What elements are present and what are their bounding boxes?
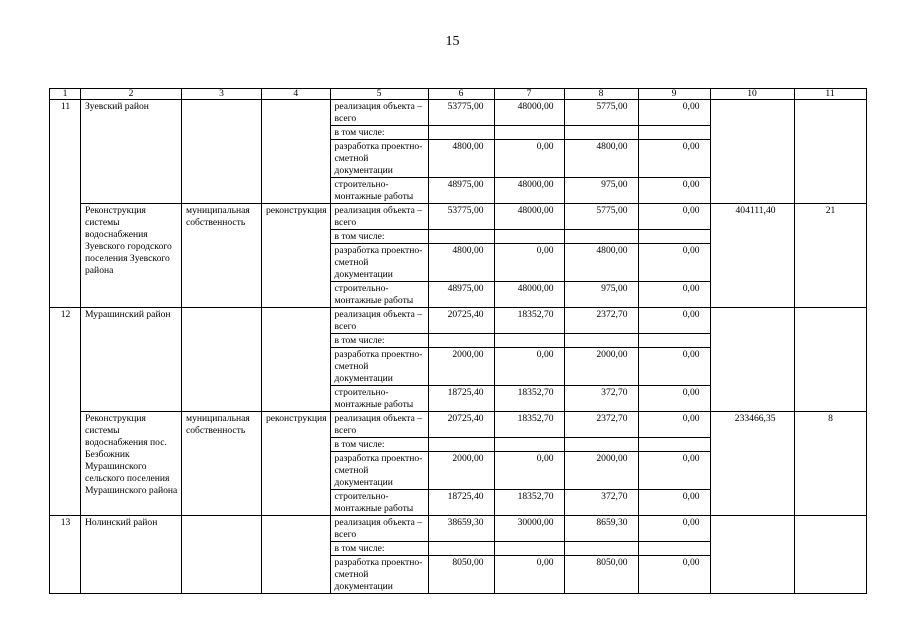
region-number: 12 bbox=[50, 308, 81, 516]
value-cell-6: 20725,40 bbox=[428, 412, 494, 438]
value-cell-8: 975,00 bbox=[564, 178, 638, 204]
cost-cell: 233466,35 bbox=[710, 412, 794, 516]
value-cell-6: 38659,30 bbox=[428, 516, 494, 542]
column-number: 3 bbox=[182, 89, 262, 100]
project-name: Реконструкция системы водоснабжения пос. Безбожник Мурашинского сельского поселения Мурашинского района bbox=[81, 412, 182, 516]
value-cell-7: 0,00 bbox=[494, 452, 564, 490]
item-cell: реализация объекта – всего bbox=[330, 308, 428, 334]
value-cell-6: 18725,40 bbox=[428, 490, 494, 516]
value-cell-9: 0,00 bbox=[638, 282, 710, 308]
value-cell-7: 48000,00 bbox=[494, 178, 564, 204]
value-cell-8 bbox=[564, 542, 638, 556]
item-cell: в том числе: bbox=[330, 334, 428, 348]
value-cell-8: 5775,00 bbox=[564, 100, 638, 126]
value-cell-7 bbox=[494, 334, 564, 348]
value-cell-9 bbox=[638, 438, 710, 452]
value-cell-9: 0,00 bbox=[638, 490, 710, 516]
item-cell: в том числе: bbox=[330, 126, 428, 140]
value-cell-8: 8050,00 bbox=[564, 556, 638, 594]
value-cell-9: 0,00 bbox=[638, 412, 710, 438]
value-cell-7: 18352,70 bbox=[494, 490, 564, 516]
value-cell-8: 4800,00 bbox=[564, 244, 638, 282]
value-cell-8: 2372,70 bbox=[564, 308, 638, 334]
value-cell-9: 0,00 bbox=[638, 452, 710, 490]
value-cell-9: 0,00 bbox=[638, 178, 710, 204]
value-cell-8: 8659,30 bbox=[564, 516, 638, 542]
column-number: 7 bbox=[494, 89, 564, 100]
value-cell-6 bbox=[428, 542, 494, 556]
work-kind-cell: реконструкция bbox=[262, 412, 331, 516]
value-cell-7: 18352,70 bbox=[494, 412, 564, 438]
value-cell-8: 5775,00 bbox=[564, 204, 638, 230]
value-cell-8 bbox=[564, 438, 638, 452]
empty-cell bbox=[182, 308, 262, 412]
item-cell: строительно-монтажные работы bbox=[330, 490, 428, 516]
cost-cell: 404111,40 bbox=[710, 204, 794, 308]
empty-cell bbox=[262, 516, 331, 594]
value-cell-7: 18352,70 bbox=[494, 386, 564, 412]
value-cell-9: 0,00 bbox=[638, 556, 710, 594]
count-cell: 8 bbox=[794, 412, 866, 516]
value-cell-6: 2000,00 bbox=[428, 452, 494, 490]
value-cell-8: 2000,00 bbox=[564, 452, 638, 490]
column-number: 2 bbox=[81, 89, 182, 100]
value-cell-6: 20725,40 bbox=[428, 308, 494, 334]
value-cell-6: 4800,00 bbox=[428, 244, 494, 282]
empty-cell bbox=[710, 308, 794, 412]
empty-cell bbox=[794, 100, 866, 204]
column-number: 1 bbox=[50, 89, 81, 100]
item-cell: разработка проектно-сметной документации bbox=[330, 556, 428, 594]
value-cell-8: 372,70 bbox=[564, 490, 638, 516]
column-number: 4 bbox=[262, 89, 331, 100]
region-name: Нолинский район bbox=[81, 516, 182, 594]
value-cell-7: 48000,00 bbox=[494, 282, 564, 308]
column-number: 8 bbox=[564, 89, 638, 100]
region-number: 11 bbox=[50, 100, 81, 308]
table-row bbox=[50, 204, 867, 230]
value-cell-6: 48975,00 bbox=[428, 282, 494, 308]
region-number: 13 bbox=[50, 516, 81, 594]
value-cell-7 bbox=[494, 438, 564, 452]
item-cell: в том числе: bbox=[330, 542, 428, 556]
value-cell-8: 372,70 bbox=[564, 386, 638, 412]
empty-cell bbox=[262, 308, 331, 412]
item-cell: в том числе: bbox=[330, 438, 428, 452]
value-cell-9: 0,00 bbox=[638, 348, 710, 386]
value-cell-9 bbox=[638, 126, 710, 140]
item-cell: разработка проектно-сметной документации bbox=[330, 452, 428, 490]
value-cell-6: 2000,00 bbox=[428, 348, 494, 386]
empty-cell bbox=[710, 516, 794, 594]
value-cell-9: 0,00 bbox=[638, 244, 710, 282]
empty-cell bbox=[182, 516, 262, 594]
value-cell-8: 4800,00 bbox=[564, 140, 638, 178]
value-cell-9 bbox=[638, 230, 710, 244]
value-cell-7: 48000,00 bbox=[494, 100, 564, 126]
value-cell-6 bbox=[428, 230, 494, 244]
value-cell-9: 0,00 bbox=[638, 386, 710, 412]
item-cell: разработка проектно-сметной документации bbox=[330, 244, 428, 282]
value-cell-8: 975,00 bbox=[564, 282, 638, 308]
value-cell-6: 53775,00 bbox=[428, 204, 494, 230]
item-cell: разработка проектно-сметной документации bbox=[330, 140, 428, 178]
item-cell: в том числе: bbox=[330, 230, 428, 244]
empty-cell bbox=[262, 100, 331, 204]
value-cell-6: 18725,40 bbox=[428, 386, 494, 412]
value-cell-6: 8050,00 bbox=[428, 556, 494, 594]
value-cell-6: 48975,00 bbox=[428, 178, 494, 204]
region-name: Зуевский район bbox=[81, 100, 182, 204]
region-name: Мурашинский район bbox=[81, 308, 182, 412]
item-cell: разработка проектно-сметной документации bbox=[330, 348, 428, 386]
table-row bbox=[50, 308, 867, 334]
item-cell: строительно-монтажные работы bbox=[330, 282, 428, 308]
budget-table bbox=[49, 88, 867, 594]
value-cell-8 bbox=[564, 126, 638, 140]
column-number: 11 bbox=[794, 89, 866, 100]
value-cell-7 bbox=[494, 230, 564, 244]
value-cell-7: 30000,00 bbox=[494, 516, 564, 542]
value-cell-7: 0,00 bbox=[494, 348, 564, 386]
page-number: 15 bbox=[445, 34, 460, 49]
value-cell-7: 48000,00 bbox=[494, 204, 564, 230]
item-cell: реализация объекта – всего bbox=[330, 204, 428, 230]
column-number: 9 bbox=[638, 89, 710, 100]
column-number: 10 bbox=[710, 89, 794, 100]
value-cell-6: 4800,00 bbox=[428, 140, 494, 178]
work-kind-cell: реконструкция bbox=[262, 204, 331, 308]
value-cell-7: 0,00 bbox=[494, 556, 564, 594]
value-cell-7 bbox=[494, 542, 564, 556]
project-name: Реконструкция системы водоснабжения Зуевского городского поселения Зуевского района bbox=[81, 204, 182, 308]
value-cell-8: 2000,00 bbox=[564, 348, 638, 386]
item-cell: реализация объекта – всего bbox=[330, 412, 428, 438]
ownership-cell: муниципальная собственность bbox=[182, 412, 262, 516]
value-cell-9: 0,00 bbox=[638, 100, 710, 126]
item-cell: строительно-монтажные работы bbox=[330, 386, 428, 412]
column-number-row bbox=[50, 89, 867, 100]
column-number: 6 bbox=[428, 89, 494, 100]
value-cell-7: 0,00 bbox=[494, 140, 564, 178]
empty-cell bbox=[794, 308, 866, 412]
value-cell-6 bbox=[428, 126, 494, 140]
item-cell: реализация объекта – всего bbox=[330, 516, 428, 542]
value-cell-9: 0,00 bbox=[638, 204, 710, 230]
value-cell-8 bbox=[564, 230, 638, 244]
value-cell-7: 0,00 bbox=[494, 244, 564, 282]
value-cell-6 bbox=[428, 334, 494, 348]
value-cell-6: 53775,00 bbox=[428, 100, 494, 126]
value-cell-6 bbox=[428, 438, 494, 452]
empty-cell bbox=[182, 100, 262, 204]
ownership-cell: муниципальная собственность bbox=[182, 204, 262, 308]
value-cell-8: 2372,70 bbox=[564, 412, 638, 438]
item-cell: строительно-монтажные работы bbox=[330, 178, 428, 204]
empty-cell bbox=[794, 516, 866, 594]
value-cell-7 bbox=[494, 126, 564, 140]
table-row bbox=[50, 516, 867, 542]
value-cell-9: 0,00 bbox=[638, 140, 710, 178]
value-cell-7: 18352,70 bbox=[494, 308, 564, 334]
value-cell-8 bbox=[564, 334, 638, 348]
column-number: 5 bbox=[330, 89, 428, 100]
value-cell-9 bbox=[638, 542, 710, 556]
table-row bbox=[50, 412, 867, 438]
value-cell-9 bbox=[638, 334, 710, 348]
table-row bbox=[50, 100, 867, 126]
item-cell: реализация объекта – всего bbox=[330, 100, 428, 126]
value-cell-9: 0,00 bbox=[638, 308, 710, 334]
empty-cell bbox=[710, 100, 794, 204]
count-cell: 21 bbox=[794, 204, 866, 308]
value-cell-9: 0,00 bbox=[638, 516, 710, 542]
